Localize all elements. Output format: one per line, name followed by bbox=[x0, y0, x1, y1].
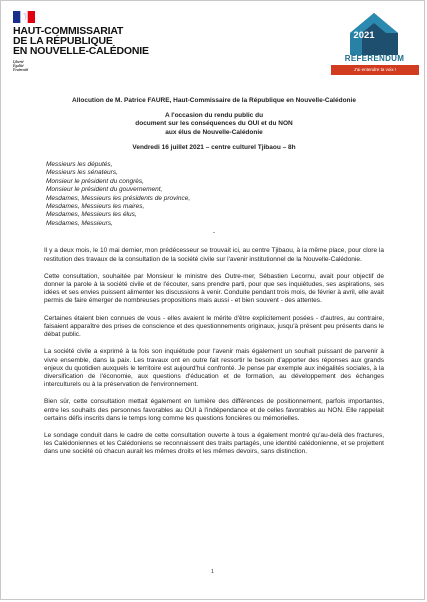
speech-date: Vendredi 16 juillet 2021 – centre culturel Tjibaou – 8h bbox=[132, 143, 296, 151]
referendum-title: RÉFÉRENDUM bbox=[344, 54, 405, 63]
salutation-line: Messieurs les députés, bbox=[46, 161, 113, 169]
occasion-line: A l'occasion du rendu public du bbox=[164, 112, 264, 120]
salutations-list bbox=[44, 161, 384, 228]
page-number: 1 bbox=[210, 569, 215, 575]
speech-paragraph: La société civile a exprimé à la fois son inquiétude pour l'avenir mais également un souhait puissant de parvenir à vivre ensemble, dans la paix. Les travaux ont en outre fait ressortir le besoin d'apporter des réponses aux grands enjeux du quotidien auxquels le territoire est aujourd'hui confronté. Je pense par exemple aux inégalités sociales, à la diversification de l'économie, aux questions d'éducation et de formation, au développement des échanges interculturels ou à la préservation de l'environnement. bbox=[44, 348, 384, 389]
motto-word: Égalité bbox=[13, 64, 24, 69]
republique-francaise-logo bbox=[13, 11, 35, 23]
institution-name bbox=[13, 26, 183, 56]
section-separator: - bbox=[212, 229, 216, 237]
salutation-line: Mesdames, Messieurs, bbox=[46, 219, 113, 227]
occasion-line: document sur les conséquences du OUI et du NON bbox=[135, 120, 293, 128]
salutation-line: Messieurs les sénateurs, bbox=[46, 169, 118, 177]
motto-word: Liberté bbox=[13, 60, 24, 64]
speech-body bbox=[44, 97, 384, 466]
salutation-line: Mesdames, Messieurs les élus, bbox=[46, 211, 137, 219]
speech-title bbox=[44, 97, 384, 105]
salutation-line: Monsieur le président du congrès, bbox=[46, 177, 144, 185]
speech-paragraph: Il y a deux mois, le 10 mai dernier, mon prédécesseur se trouvait ici, au centre Tjibaou, à la même place, pour clore la restitution des travaux de la consultation de la société civile sur l'avenir institutionnel de la Nouvelle-Calédonie. bbox=[44, 247, 384, 263]
speech-paragraph: Le sondage conduit dans le cadre de cette consultation ouverte à tous a également montré qu'au-delà des fractures, les Calédoniennes et les Calédoniens se reconnaissent des traits partagés, une identité calédonienne, et se projettent dans une société où chacun aurait les mêmes droits et les mêmes devoirs, sans distinction. bbox=[44, 431, 384, 456]
salutation-line: Mesdames, Messieurs les maires, bbox=[46, 203, 145, 211]
institution-line: DE LA RÉPUBLIQUE bbox=[13, 35, 113, 47]
referendum-year: 2021 bbox=[353, 30, 375, 41]
motto-word: Fraternité bbox=[13, 68, 29, 73]
republic-motto bbox=[13, 60, 28, 73]
salutation-line: Mesdames, Messieurs les présidents de province, bbox=[46, 194, 191, 202]
speech-paragraph: Bien sûr, cette consultation mettait également en lumière des différences de positionnement, parfois importantes, entre les souhaits des personnes favorables au OUI à l'indépendance et de celles favorables au NON. Elle rappelait certains défis inscrits dans le temps long comme les questions foncières ou mémorielles. bbox=[44, 398, 384, 422]
institution-line: EN NOUVELLE-CALÉDONIE bbox=[13, 45, 149, 57]
salutation-line: Monsieur le président du gouvernement, bbox=[46, 186, 163, 194]
title-line: Allocution de M. Patrice FAURE, Haut-Commissaire de la République en Nouvelle-Calédonie bbox=[72, 97, 356, 104]
speech-occasion bbox=[44, 112, 384, 137]
institution-line: HAUT-COMMISSARIAT bbox=[13, 25, 124, 37]
speech-paragraph: Cette consultation, souhaitée par Monsieur le ministre des Outre-mer, Sébastien Lecornu, avait pour objectif de donner la parole à la société civile et de l'écouter, sans prendre parti, pour que ses inquiétudes, ses aspirations, ses idées et ses envies puissent alimenter les discussions à venir. Conduite pendant trois mois, de février à avril, elle avait permis de faire émerger de nombreuses propositions mais aussi - et bien souvent - des attentes. bbox=[44, 272, 384, 305]
referendum-tagline: J'ai entendre ta voix ! bbox=[331, 65, 419, 75]
speech-paragraph: Certaines étaient bien connues de vous - elles avaient le mérite d'être explicitement posées - d'autres, au contraire, faisaient apparaître des prises de conscience et des questionnements originaux, jusqu'à présent peu présents dans le débat public. bbox=[44, 314, 384, 339]
letterhead bbox=[1, 1, 424, 93]
occasion-line: aux élus de Nouvelle-Calédonie bbox=[165, 128, 263, 136]
